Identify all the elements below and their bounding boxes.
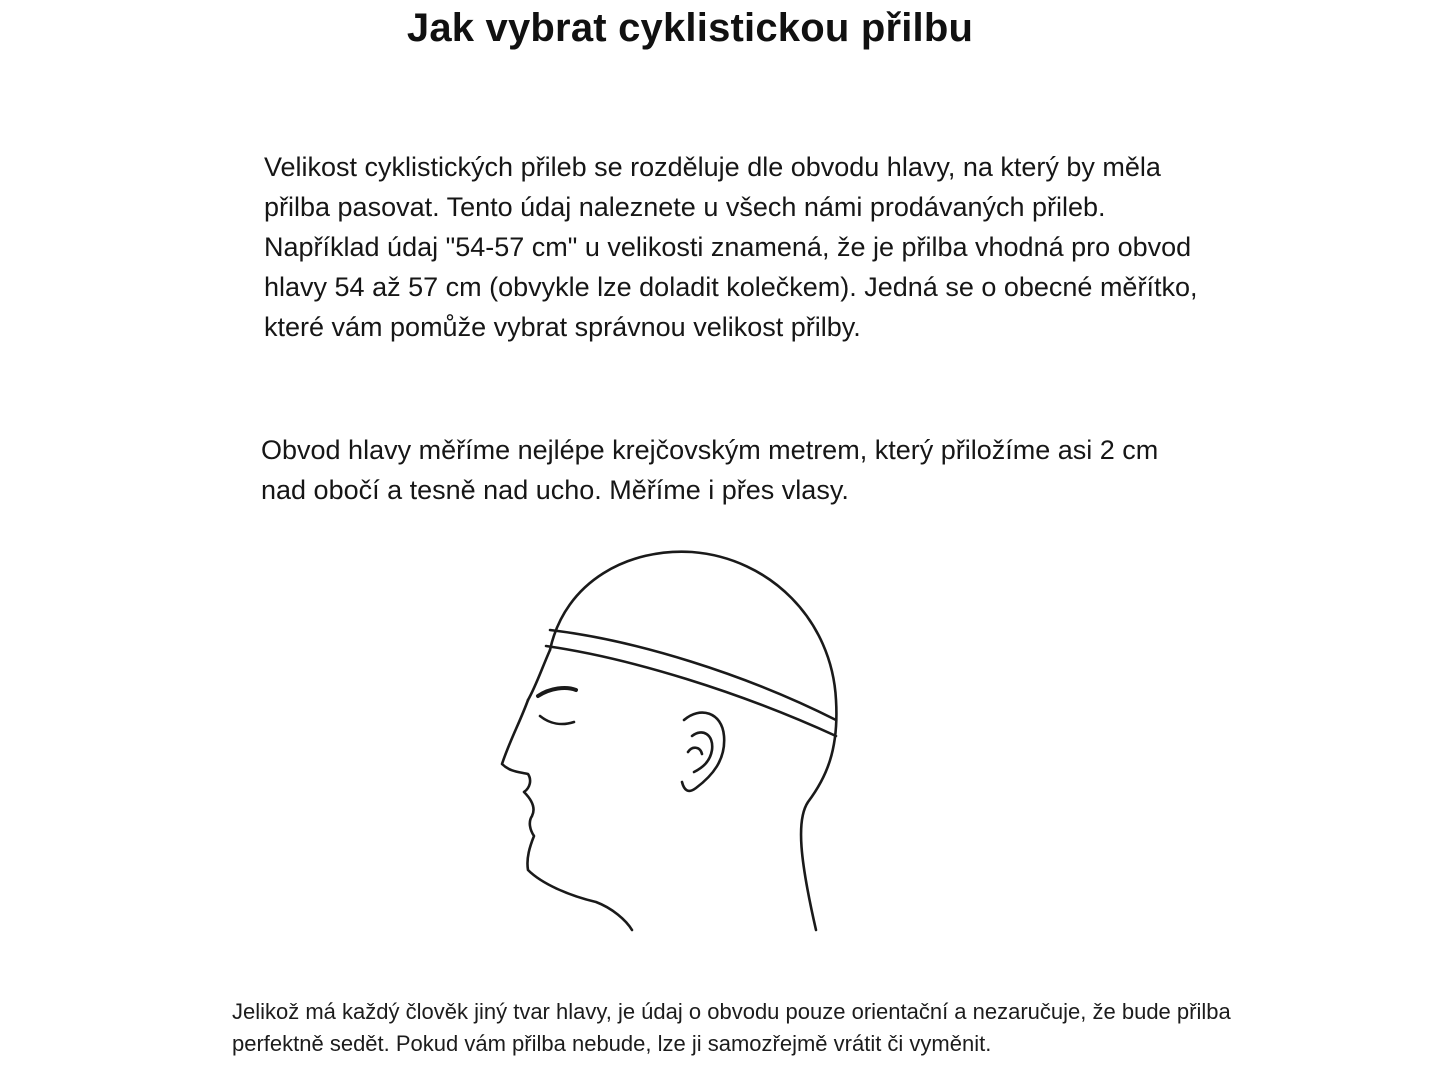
head-profile-measuring-tape-icon xyxy=(470,540,870,940)
size-explanation-paragraph: Velikost cyklistických přileb se rozděluje dle obvodu hlavy, na který by měla přilba pasovat. Tento údaj naleznete u všech námi prodávaných přileb. Například údaj "54-57 cm" u velikosti znamená, že je přilba vhodná pro obvod hlavy 54 až 57 cm (obvykle lze doladit kolečkem). Jedná se o obecné měřítko, které vám pomůže vybrat správnou velikost přilby. xyxy=(264,152,1198,342)
page-title: Jak vybrat cyklistickou přilbu xyxy=(406,6,974,50)
fit-disclaimer-note: Jelikož má každý člověk jiný tvar hlavy, je údaj o obvodu pouze orientační a nezaručuje, že bude přilba perfektně sedět. Pokud vám přilba nebude, lze ji samozřejmě vrátit či vyměnit. xyxy=(232,999,1231,1056)
measuring-instructions-paragraph: Obvod hlavy měříme nejlépe krejčovským metrem, který přiložíme asi 2 cm nad obočí a tesně nad ucho. Měříme i přes vlasy. xyxy=(261,435,1159,505)
